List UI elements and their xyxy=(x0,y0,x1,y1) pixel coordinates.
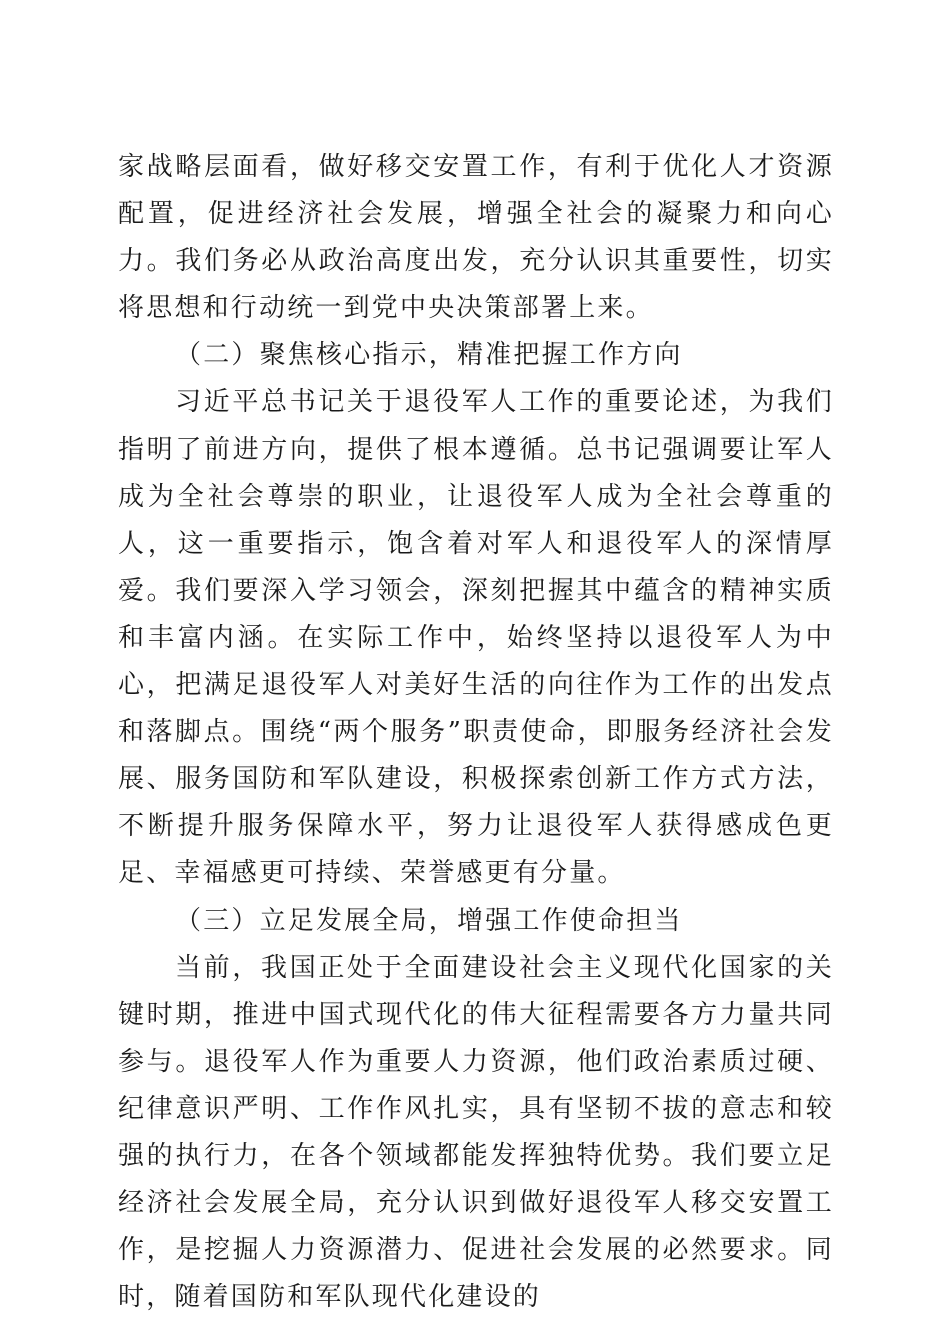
section-heading-3: （三）立足发展全局，增强工作使命担当 xyxy=(175,905,683,936)
document-body xyxy=(118,144,834,1321)
paragraph-continuation: 家战略层面看，做好移交安置工作，有利于优化人才资源配置，促进经济社会发展，增强全社会的凝聚力和向心力。我们务必从政治高度出发，充分认识其重要性，切实将思想和行动统一到党中央决策部署上来。 xyxy=(118,152,834,324)
paragraph-section-2: 习近平总书记关于退役军人工作的重要论述，为我们指明了前进方向，提供了根本遵循。总书记强调要让军人成为全社会尊崇的职业，让退役军人成为全社会尊重的人，这一重要指示，饱含着对军人和退役军人的深情厚爱。我们要深入学习领会，深刻把握其中蕴含的精神实质和丰富内涵。在实际工作中，始终坚持以退役军人为中心，把满足退役军人对美好生活的向往作为工作的出发点和落脚点。围绕“两个服务”职责使命，即服务经济社会发展、服务国防和军队建设，积极探索创新工作方式方法，不断提升服务保障水平，努力让退役军人获得感成色更足、幸福感更可持续、荣誉感更有分量。 xyxy=(118,387,834,889)
section-heading-2: （二）聚焦核心指示，精准把握工作方向 xyxy=(175,340,683,371)
paragraph-section-3: 当前，我国正处于全面建设社会主义现代化国家的关键时期，推进中国式现代化的伟大征程需要各方力量共同参与。退役军人作为重要人力资源，他们政治素质过硬、纪律意识严明、工作作风扎实，具有坚韧不拔的意志和较强的执行力，在各个领域都能发挥独特优势。我们要立足经济社会发展全局，充分认识到做好退役军人移交安置工作，是挖掘人力资源潜力、促进社会发展的必然要求。同时，随着国防和军队现代化建设的 xyxy=(118,952,834,1313)
